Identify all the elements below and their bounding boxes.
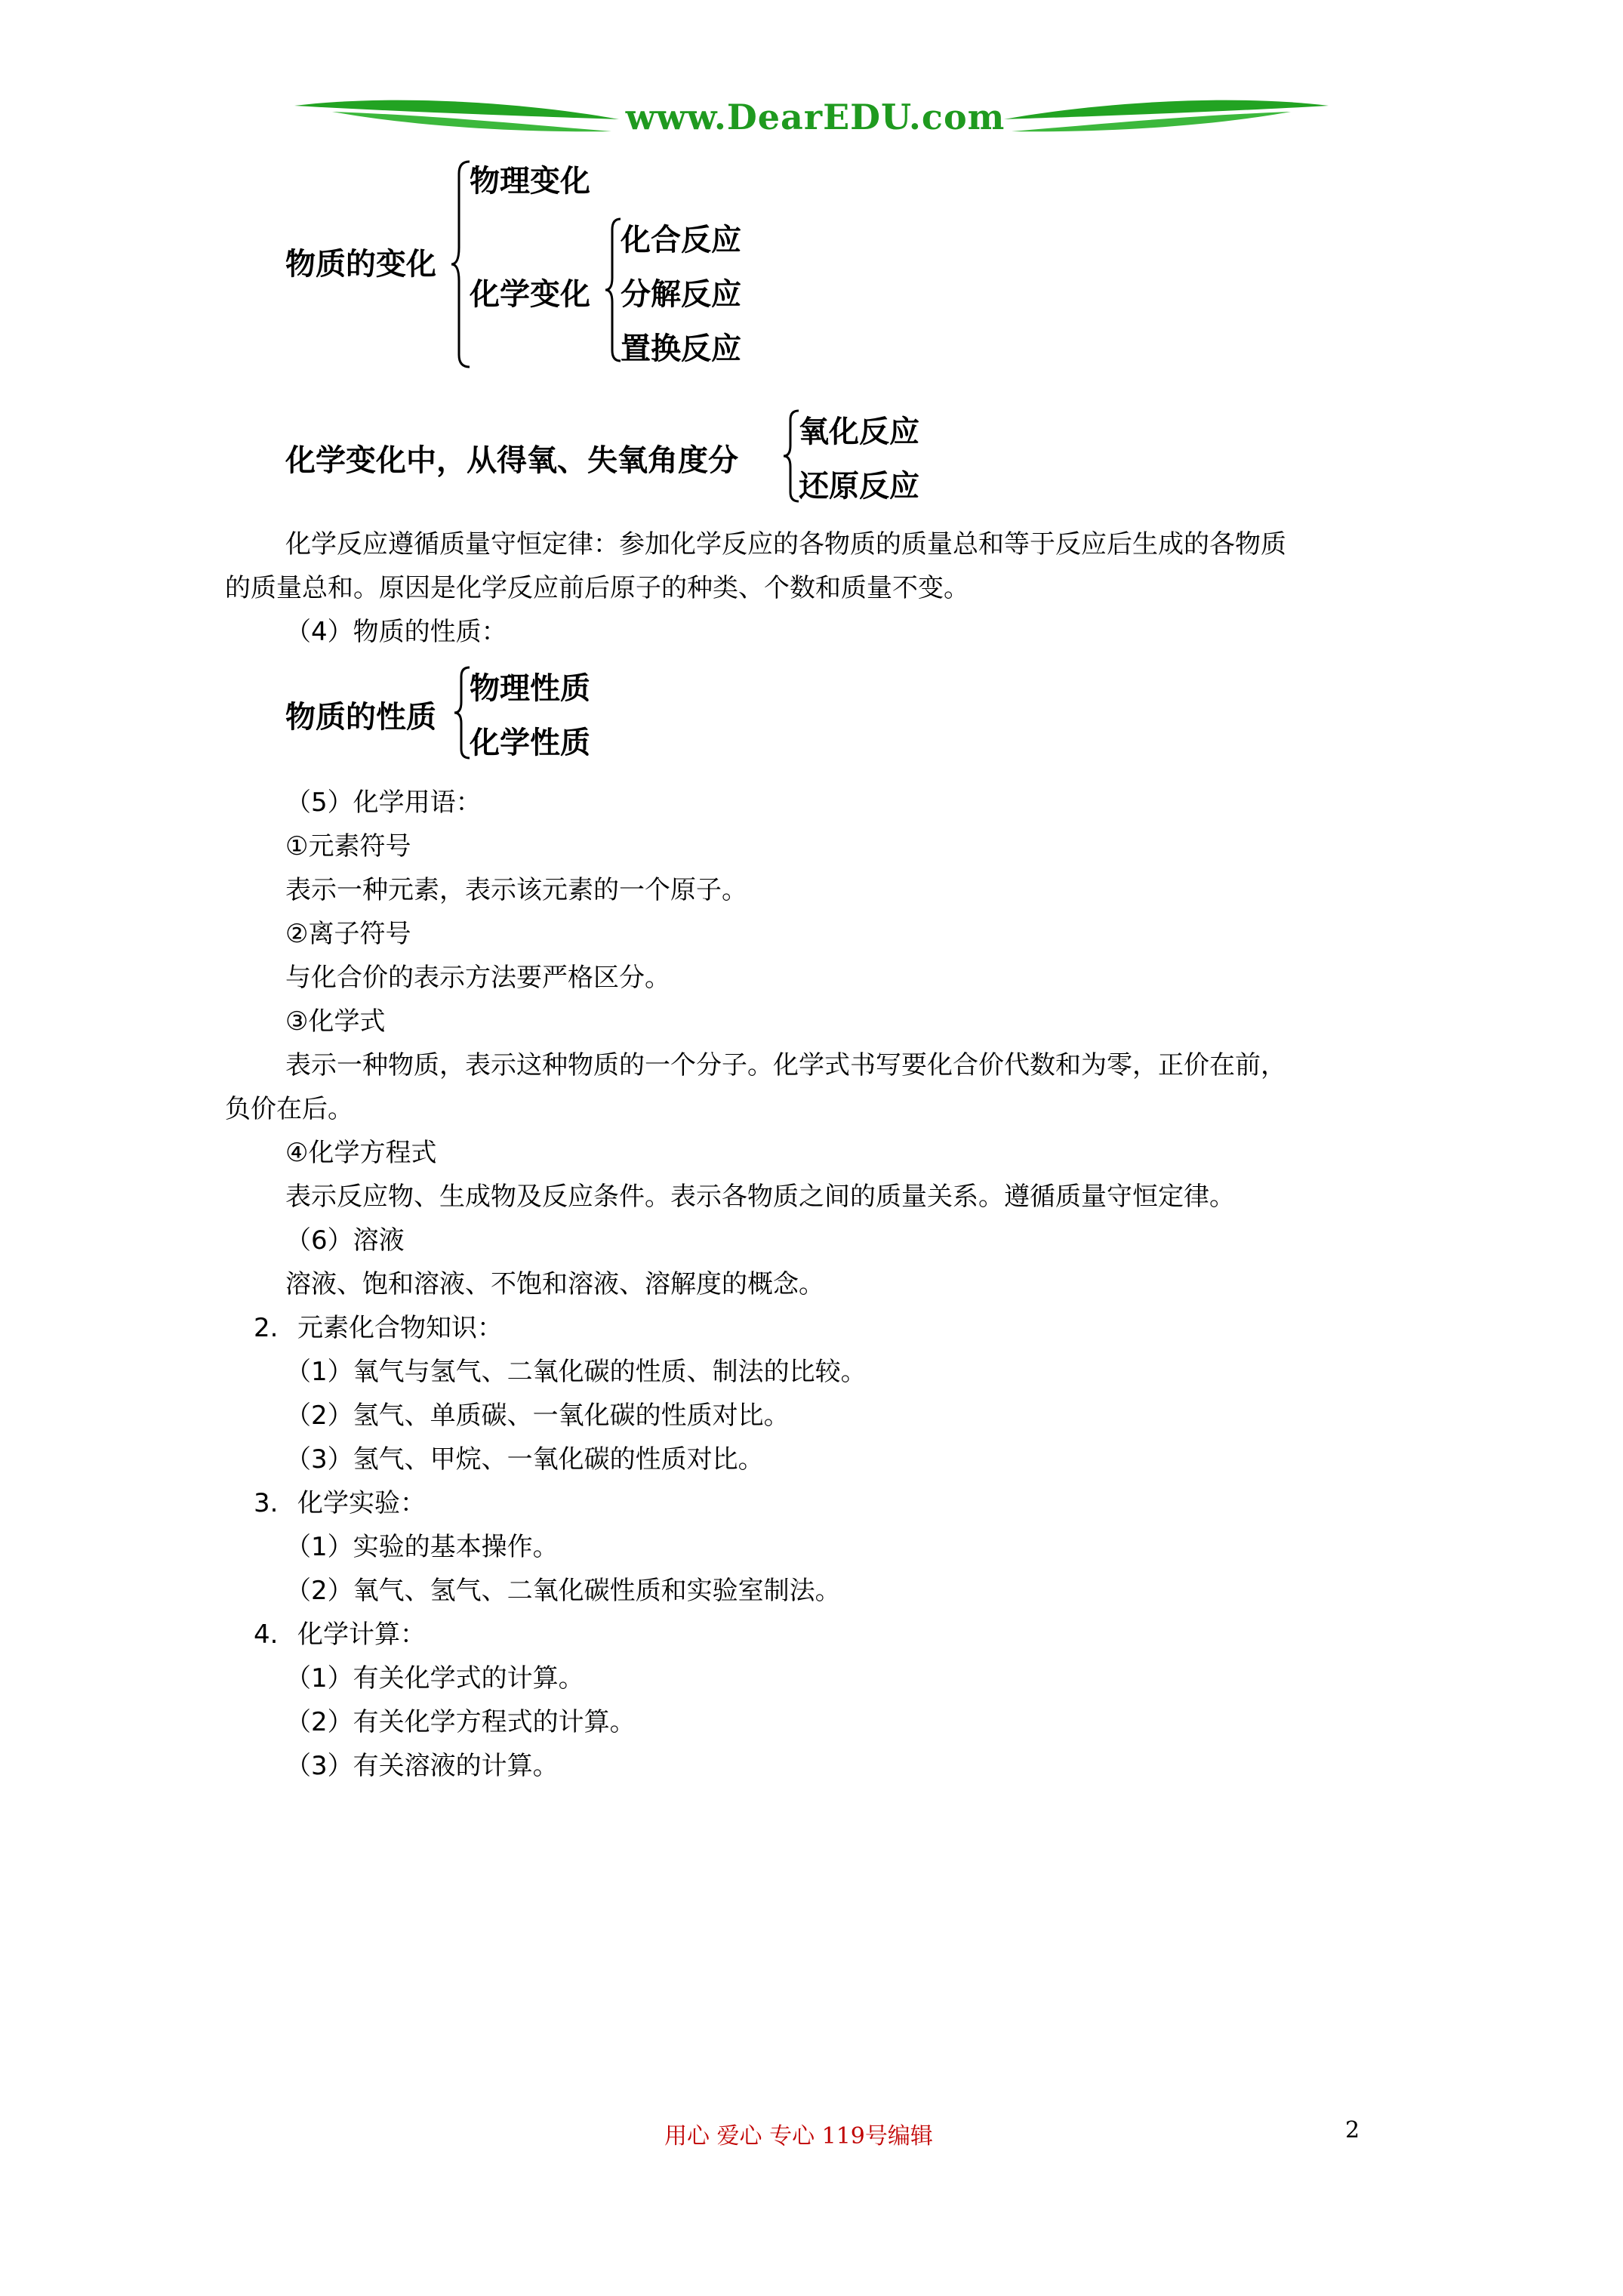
item-title: ①元素符号 [285,831,411,861]
diagram1-chemical: 化学变化 [470,277,590,312]
outline-title: 化学实验： [297,1488,426,1518]
item-body: 表示一种元素，表示该元素的一个原子。 [285,875,747,905]
outline-number: 4. [254,1620,279,1650]
item-body: 溶液、饱和溶液、不饱和溶液、溶解度的概念。 [285,1269,824,1299]
item-body: 负价在后。 [225,1094,353,1124]
diagram3-root: 物质的性质 [285,700,436,735]
section-heading: （5）化学用语： [285,787,482,818]
diagram1-root: 物质的变化 [285,247,436,282]
outline-item: （1）氧气与氢气、二氧化碳的性质、制法的比较。 [285,1357,867,1387]
outline-title: 元素化合物知识： [297,1313,503,1343]
section-heading: （4）物质的性质： [285,617,507,647]
item-body: 表示反应物、生成物及反应条件。表示各物质之间的质量关系。遵循质量守恒定律。 [285,1182,1235,1212]
outline-item: （1）实验的基本操作。 [285,1532,559,1562]
outline-item: （2）氧气、氢气、二氧化碳性质和实验室制法。 [285,1576,841,1606]
item-title: ③化学式 [285,1006,386,1037]
property-chemical: 化学性质 [470,726,590,760]
outline-item: （2）有关化学方程式的计算。 [285,1707,636,1737]
site-name: www.DearEDU.com [625,97,1006,137]
page-number: 2 [1345,2117,1360,2143]
header-banner [287,89,1336,149]
outline-title: 化学计算： [297,1620,426,1650]
branch-reduction: 还原反应 [799,469,919,504]
item-title: ④化学方程式 [285,1138,437,1168]
outline-item: （2）氢气、单质碳、一氧化碳的性质对比。 [285,1401,790,1431]
reaction-decomposition: 分解反应 [621,277,741,312]
paragraph-line: 的质量总和。原因是化学反应前后原子的种类、个数和质量不变。 [225,573,969,603]
footer-text: 用心 爱心 专心 119号编辑 [664,2123,933,2150]
diagram1-physical: 物理变化 [470,164,590,199]
diagram2-root: 化学变化中，从得氧、失氧角度分 [285,443,738,478]
reaction-replacement: 置换反应 [621,331,741,366]
outline-number: 3. [254,1488,279,1518]
outline-item: （3）有关溶液的计算。 [285,1751,559,1781]
item-body: 表示一种物质，表示这种物质的一个分子。化学式书写要化合价代数和为零，正价在前， [285,1050,1286,1080]
item-title: ②离子符号 [285,919,411,949]
outline-item: （3）氢气、甲烷、一氧化碳的性质对比。 [285,1444,764,1475]
outline-item: （1）有关化学式的计算。 [285,1663,584,1693]
item-body: 与化合价的表示方法要严格区分。 [285,963,670,993]
property-physical: 物理性质 [470,671,590,706]
section-heading: （6）溶液 [285,1225,405,1256]
reaction-combination: 化合反应 [621,223,741,257]
branch-oxidation: 氧化反应 [799,415,919,449]
paragraph-line: 化学反应遵循质量守恒定律：参加化学反应的各物质的质量总和等于反应后生成的各物质 [285,529,1286,559]
outline-number: 2. [254,1313,279,1343]
